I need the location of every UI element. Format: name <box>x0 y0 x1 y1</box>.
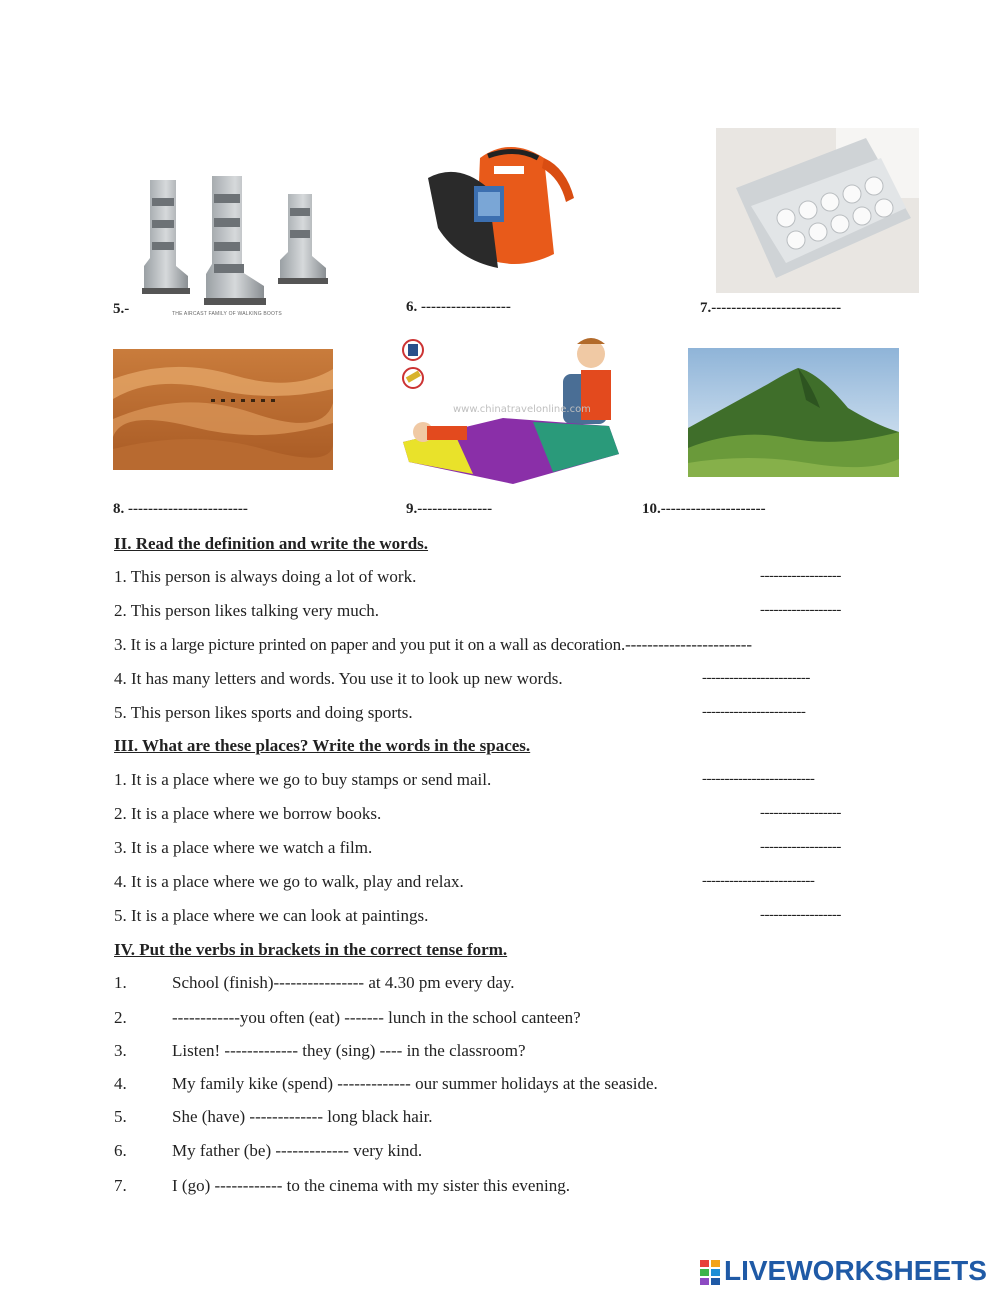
liveworksheets-logo-icon <box>698 1256 722 1286</box>
camping-watermark: www.chinatravelonline.com <box>453 404 591 415</box>
section-4-item-1[interactable]: School (finish)---------------- at 4.30 pm every day. <box>172 973 515 992</box>
section-3-item-3-blank[interactable]: ------------------ <box>760 839 841 855</box>
section-4-item-7[interactable]: I (go) ------------ to the cinema with my sister this evening. <box>172 1176 570 1195</box>
item-10-label: 10.--------------------- <box>642 501 766 517</box>
section-4-num-3: 3. <box>114 1041 127 1060</box>
section-3-item-1-blank[interactable]: ------------------------- <box>702 771 815 787</box>
item-6-label: 6. ------------------ <box>406 299 511 315</box>
pills-icon <box>716 128 919 293</box>
section-2-item-2: 2. This person likes talking very much. <box>114 601 380 620</box>
section-2-item-3: 3. It is a large picture printed on paper and you put it on a wall as decoration.----------------------- <box>114 635 752 654</box>
section-2-item-5: 5. This person likes sports and doing sports. <box>114 703 413 722</box>
section-3-item-2: 2. It is a place where we borrow books. <box>114 804 382 823</box>
section-4-heading: IV. Put the verbs in brackets in the correct tense form. <box>114 940 508 959</box>
desert-icon <box>113 349 333 470</box>
section-4-num-7: 7. <box>114 1176 127 1195</box>
section-2-item-2-blank[interactable]: ------------------ <box>760 602 841 618</box>
section-4-item-4[interactable]: My family kike (spend) ------------- our summer holidays at the seaside. <box>172 1074 658 1093</box>
section-3-item-3: 3. It is a place where we watch a film. <box>114 838 373 857</box>
desert-picture <box>113 349 333 470</box>
section-3-item-4-blank[interactable]: ------------------------- <box>702 873 815 889</box>
section-4-item-5[interactable]: She (have) ------------- long black hair. <box>172 1107 433 1126</box>
section-2-item-4: 4. It has many letters and words. You use it to look up new words. <box>114 669 563 688</box>
mountain-picture <box>688 348 899 477</box>
item-5-label: 5.- <box>113 301 130 317</box>
brand-text: LIVEWORKSHEETS <box>724 1255 987 1286</box>
section-4-num-2: 2. <box>114 1008 127 1027</box>
section-4-item-2[interactable]: ------------you often (eat) ------- lunch in the school canteen? <box>172 1008 581 1027</box>
section-3-item-5-blank[interactable]: ------------------ <box>760 907 841 923</box>
item-8-label: 8. ------------------------ <box>113 501 248 517</box>
boots-caption: THE AIRCAST FAMILY OF WALKING BOOTS <box>172 311 282 317</box>
section-3-heading: III. What are these places? Write the words in the spaces. <box>114 736 531 755</box>
section-2-item-1: 1. This person is always doing a lot of work. <box>114 567 417 586</box>
section-4-num-4: 4. <box>114 1074 127 1093</box>
walking-boots-picture <box>132 170 332 312</box>
liveworksheets-brand[interactable] <box>698 1254 987 1288</box>
backpack-picture <box>418 138 588 278</box>
item-9-label: 9.--------------- <box>406 501 493 517</box>
section-4-num-1: 1. <box>114 973 127 992</box>
mountain-icon <box>688 348 899 477</box>
backpack-icon <box>418 138 588 278</box>
section-4-item-3[interactable]: Listen! ------------- they (sing) ---- in the classroom? <box>172 1041 526 1060</box>
section-3-item-2-blank[interactable]: ------------------ <box>760 805 841 821</box>
section-2-item-5-blank[interactable]: ----------------------- <box>702 704 806 720</box>
section-2-heading: II. Read the definition and write the words. <box>114 534 429 553</box>
pills-picture <box>716 128 919 293</box>
section-2-item-1-blank[interactable]: ------------------ <box>760 568 841 584</box>
camping-icon <box>383 334 628 492</box>
section-4-num-5: 5. <box>114 1107 127 1126</box>
section-2-item-4-blank[interactable]: ------------------------ <box>702 670 810 686</box>
camping-picture <box>383 334 628 492</box>
section-3-item-4: 4. It is a place where we go to walk, play and relax. <box>114 872 464 891</box>
section-4-num-6: 6. <box>114 1141 127 1160</box>
section-3-item-1: 1. It is a place where we go to buy stamps or send mail. <box>114 770 492 789</box>
section-3-item-5: 5. It is a place where we can look at paintings. <box>114 906 429 925</box>
item-7-label: 7.-------------------------- <box>700 300 842 316</box>
boots-icon <box>132 170 332 312</box>
section-4-item-6[interactable]: My father (be) ------------- very kind. <box>172 1141 423 1160</box>
